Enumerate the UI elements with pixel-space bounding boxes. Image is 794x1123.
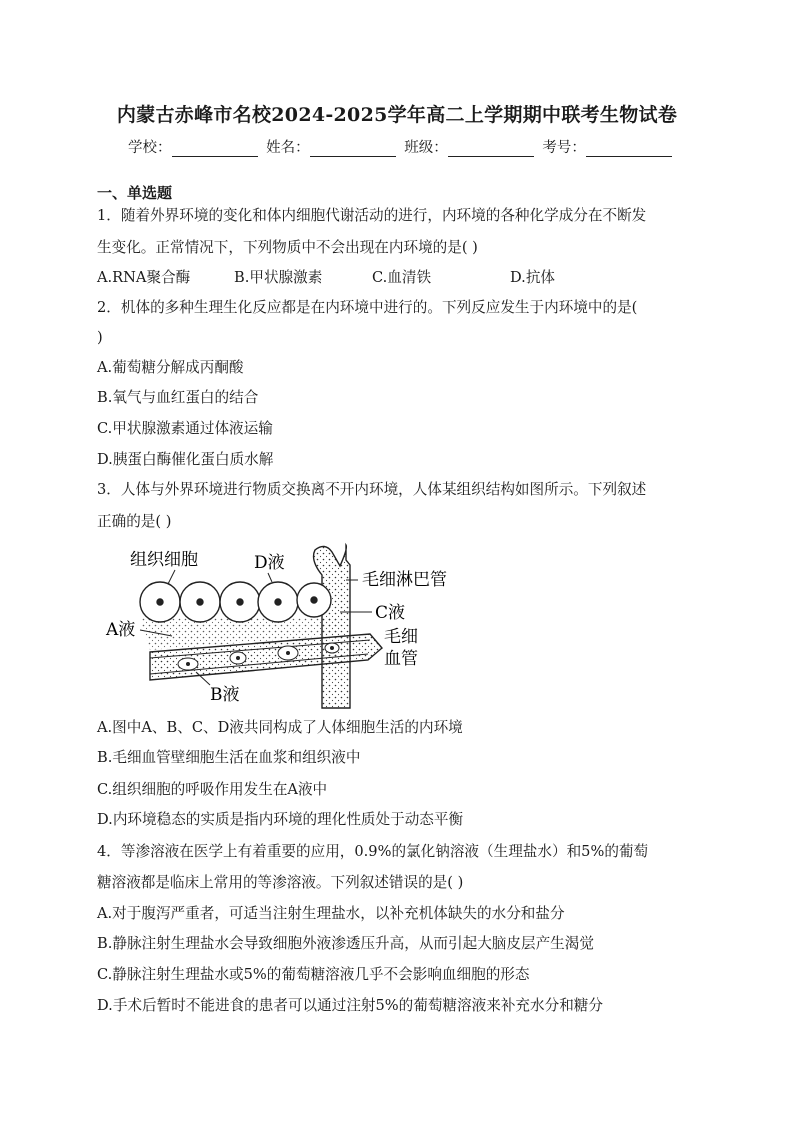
- q4-option-a[interactable]: A.对于腹泻严重者，可适当注射生理盐水，以补充机体缺失的水分和盐分: [97, 905, 565, 922]
- label-blood-capillary-1: 毛细: [384, 627, 418, 647]
- q1-option-c[interactable]: C.血清铁: [372, 269, 432, 286]
- class-label: 班级：: [404, 140, 448, 156]
- label-blood-capillary-2: 血管: [384, 649, 418, 669]
- exam-number-blank[interactable]: [586, 142, 672, 157]
- q2-option-d[interactable]: D.胰蛋白酶催化蛋白质水解: [97, 451, 274, 468]
- q3-option-c[interactable]: C.组织细胞的呼吸作用发生在A液中: [97, 781, 328, 798]
- exam-number-label: 考号：: [542, 140, 586, 156]
- school-label: 学校：: [128, 140, 172, 156]
- q2-option-c[interactable]: C.甲状腺激素通过体液运输: [97, 420, 273, 437]
- label-b-fluid: B液: [210, 685, 240, 705]
- q4-option-b[interactable]: B.静脉注射生理盐水会导致细胞外液渗透压升高，从而引起大脑皮层产生渴觉: [97, 935, 594, 952]
- name-blank[interactable]: [310, 142, 396, 157]
- q1-stem-line2: 生变化。正常情况下，下列物质中不会出现在内环境的是( ): [97, 239, 478, 256]
- school-blank[interactable]: [172, 142, 258, 157]
- page-title: 内蒙古赤峰市名校2024-2025学年高二上学期期中联考生物试卷: [116, 104, 678, 126]
- q1-option-b[interactable]: B.甲状腺激素: [234, 269, 323, 286]
- q2-stem-line2: ): [97, 329, 103, 346]
- section-heading: 一、单选题: [97, 184, 173, 202]
- q4-option-d[interactable]: D.手术后暂时不能进食的患者可以通过注射5%的葡萄糖溶液来补充水分和糖分: [97, 997, 603, 1014]
- q1-option-d[interactable]: D.抗体: [510, 269, 556, 286]
- label-tissue-cell: 组织细胞: [130, 550, 198, 570]
- class-blank[interactable]: [448, 142, 534, 157]
- q3-option-b[interactable]: B.毛细血管壁细胞生活在血浆和组织液中: [97, 749, 361, 766]
- q3-option-a[interactable]: A.图中A、B、C、D液共同构成了人体细胞生活的内环境: [97, 719, 463, 736]
- q4-option-c[interactable]: C.静脉注射生理盐水或5%的葡萄糖溶液几乎不会影响血细胞的形态: [97, 966, 530, 983]
- q4-stem-line2: 糖溶液都是临床上常用的等渗溶液。下列叙述错误的是( ): [97, 874, 464, 891]
- q2-option-b[interactable]: B.氧气与血红蛋白的结合: [97, 389, 259, 406]
- q2-stem-line1: 2．机体的多种生理生化反应都是在内环境中进行的。下列反应发生于内环境中的是(: [97, 299, 638, 316]
- q3-option-d[interactable]: D.内环境稳态的实质是指内环境的理化性质处于动态平衡: [97, 811, 464, 828]
- q2-option-a[interactable]: A.葡萄糖分解成丙酮酸: [97, 359, 244, 376]
- label-a-fluid: A液: [106, 620, 136, 640]
- tissue-cells: [140, 582, 331, 622]
- name-label: 姓名：: [266, 140, 310, 156]
- q3-stem-line1: 3．人体与外界环境进行物质交换离不开内环境，人体某组织结构如图所示。下列叙述: [97, 481, 647, 498]
- label-d-fluid: D液: [254, 553, 285, 573]
- q1-stem-line1: 1．随着外界环境的变化和体内细胞代谢活动的进行，内环境的各种化学成分在不断发: [97, 207, 647, 224]
- q4-stem-line1: 4．等渗溶液在医学上有着重要的应用，0.9%的氯化钠溶液（生理盐水）和5%的葡萄: [97, 843, 649, 860]
- q3-stem-line2: 正确的是( ): [97, 513, 172, 530]
- tissue-structure-figure: [100, 540, 470, 710]
- q1-option-a[interactable]: A.RNA聚合酶: [97, 269, 191, 286]
- label-c-fluid: C液: [375, 603, 406, 623]
- student-info-row: [128, 136, 676, 157]
- label-lymph-capillary: 毛细淋巴管: [362, 570, 447, 590]
